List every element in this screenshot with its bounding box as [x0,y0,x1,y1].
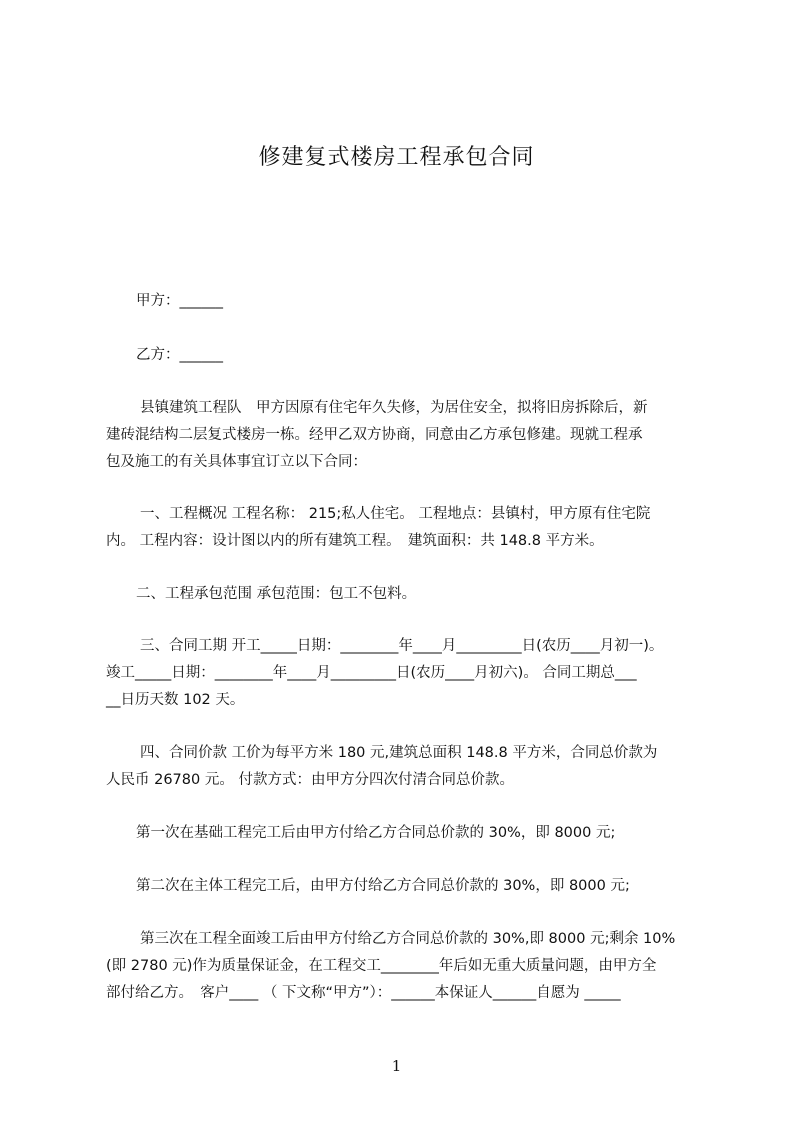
payment3-line-2: (即 2780 元)作为质量保证金，在工程交工________年后如无重大质量问题，由甲方全 [106,958,657,974]
section4-line-1: 四、合同价款 工价为每平方米 180 元,建筑总面积 148.8 平方米，合同总价款为 [140,745,658,761]
document-title: 修建复式楼房工程承包合同 [258,145,535,170]
section3-line-2: 竣工_____日期：________年____月_________日(农历____月初六)。 合同工期总___ [106,665,637,681]
payment3-line-3: 部付给乙方。 客户____ （ 下文称“甲方”）：______本保证人______自愿为 _____ [106,985,621,1001]
intro-line-3: 包及施工的有关具体事宜订立以下合同： [106,454,367,470]
section3-line-3: __日历天数 102 天。 [106,692,245,708]
page-number: 1 [391,1057,402,1075]
payment3-line-1: 第三次在工程全面竣工后由甲方付给乙方合同总价款的 30%,即 8000 元;剩余 10% [140,931,676,947]
intro-line-2: 建砖混结构二层复式楼房一栋。经甲乙双方协商，同意由乙方承包修建。现就工程承 [106,427,643,443]
payment2-line: 第二次在主体工程完工后，由甲方付给乙方合同总价款的 30%，即 8000 元; [136,878,630,894]
party-a-line: 甲方：______ [136,293,223,309]
section1-line-2: 内。 工程内容：设计图以内的所有建筑工程。 建筑面积：共 148.8 平方米。 [106,533,604,549]
section1-line-1: 一、工程概况 工程名称： 215;私人住宅。 工程地点：县镇村，甲方原有住宅院 [140,506,651,522]
section3-line-1: 三、合同工期 开工_____日期：________年____月_________日(农历____月初一)。 [140,638,664,654]
payment1-line: 第一次在基础工程完工后由甲方付给乙方合同总价款的 30%，即 8000 元; [136,825,616,841]
section4-line-2: 人民币 26780 元。 付款方式：由甲方分四次付清合同总价款。 [106,772,514,788]
intro-line-1: 县镇建筑工程队 甲方因原有住宅年久失修，为居住安全，拟将旧房拆除后，新 [140,400,648,416]
party-b-line: 乙方：______ [136,347,223,363]
section2-line-1: 二、工程承包范围 承包范围：包工不包料。 [136,586,417,602]
